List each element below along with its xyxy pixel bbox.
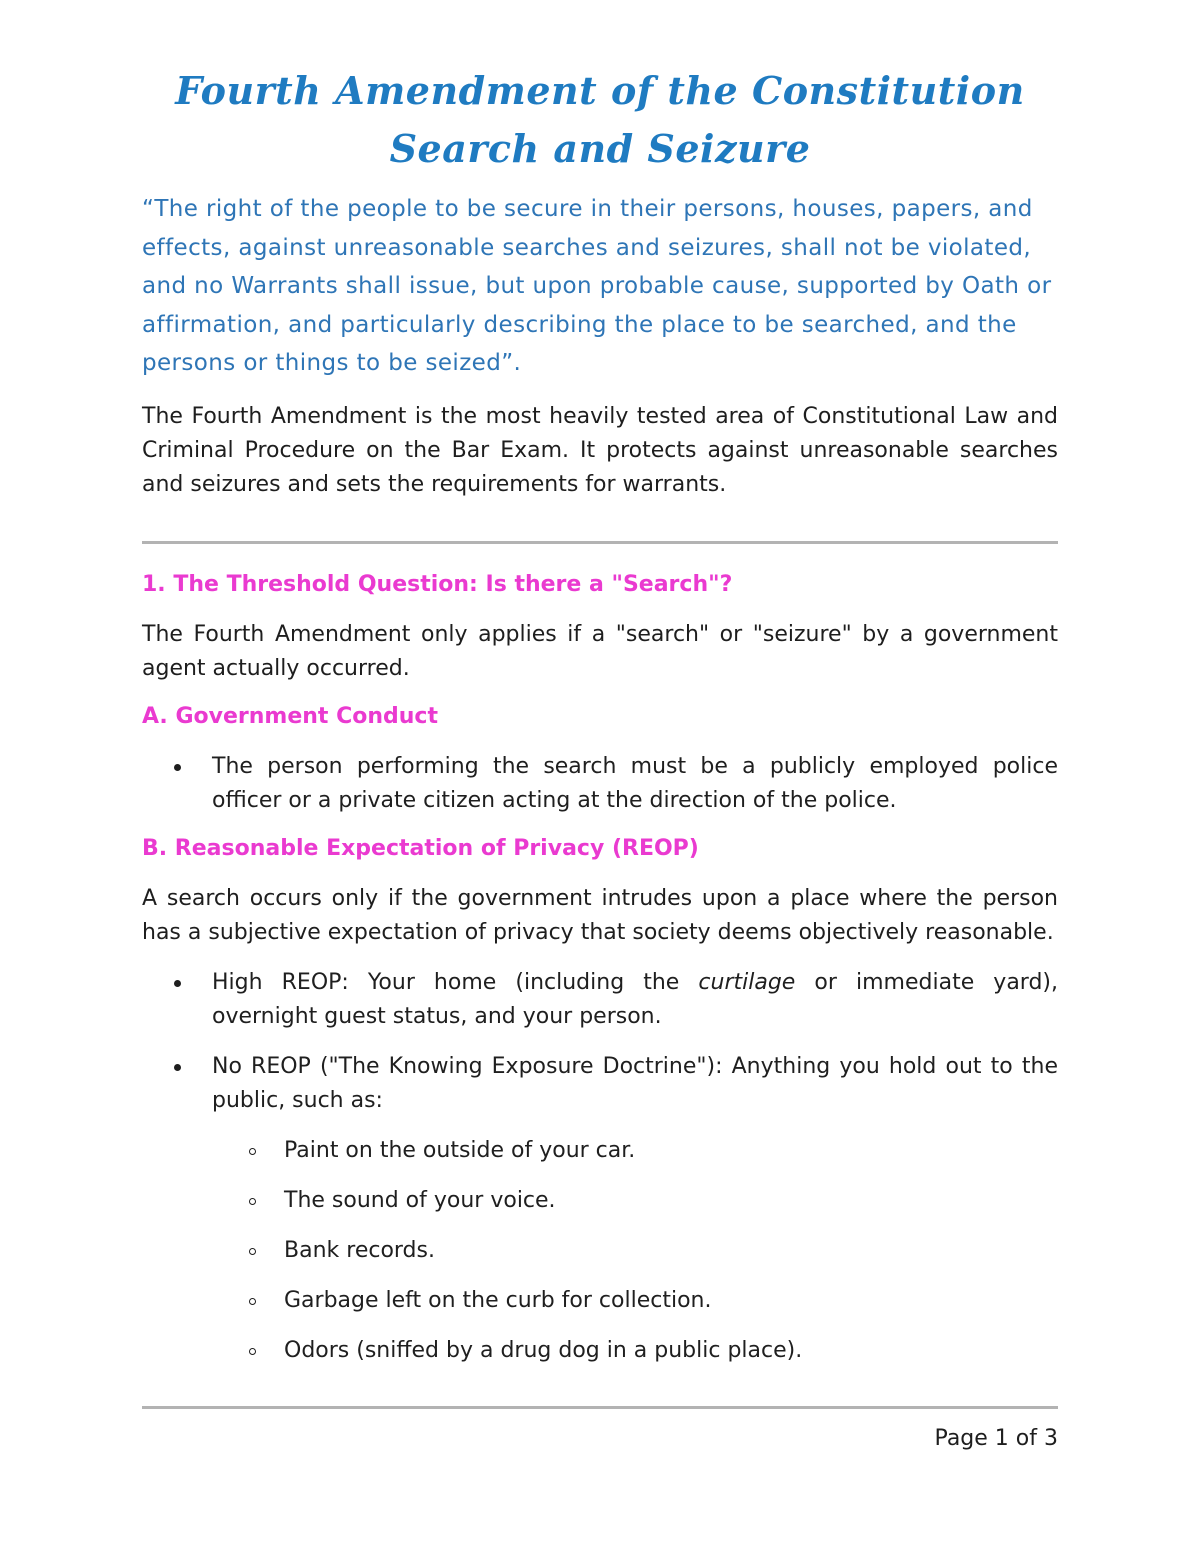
example-item bbox=[212, 1284, 1058, 1318]
example-text: Odors (sniffed by a drug dog in a public place). bbox=[284, 1337, 803, 1363]
circle-bullet-icon bbox=[249, 1298, 256, 1305]
circle-bullet-icon bbox=[249, 1148, 256, 1155]
divider-bottom bbox=[142, 1406, 1058, 1409]
example-text: Bank records. bbox=[284, 1237, 435, 1263]
example-text: The sound of your voice. bbox=[284, 1187, 556, 1213]
bullet-icon bbox=[174, 1064, 181, 1071]
title-line-2: Search and Seizure bbox=[389, 126, 811, 171]
example-text: Paint on the outside of your car. bbox=[284, 1137, 636, 1163]
section-1-body: The Fourth Amendment only applies if a "search" or "seizure" by a government agent actually occurred. bbox=[142, 621, 1058, 681]
page-number: Page 1 of 3 bbox=[934, 1426, 1058, 1451]
document-page bbox=[142, 62, 1058, 1409]
divider-top bbox=[142, 541, 1058, 544]
section-1-heading: 1. The Threshold Question: Is there a "Search"? bbox=[142, 571, 733, 597]
document-title bbox=[142, 62, 1058, 178]
high-reop-text-after: or immediate yard), overnight guest status, and your person. bbox=[212, 969, 1059, 1029]
intro-paragraph: The Fourth Amendment is the most heavily tested area of Constitutional Law and Criminal Procedure on the Bar Exam. It protects against unreasonable searches and seizures and sets the requirements for warrants. bbox=[142, 403, 1058, 497]
subsection-a-heading: A. Government Conduct bbox=[142, 703, 438, 729]
amendment-quote: “The right of the people to be secure in their persons, houses, papers, and effects, against unreasonable searches and seizures, shall not be violated, and no Warrants shall issue, but upon probable cause, supported by Oath or affirmation, and particularly describing the place to be searched, and the persons or things to be seized”. bbox=[142, 196, 1052, 376]
list-item-high-reop bbox=[142, 966, 1058, 1034]
list-item-text: The person performing the search must be a publicly employed police officer or a private citizen acting at the direction of the police. bbox=[212, 753, 1058, 813]
circle-bullet-icon bbox=[249, 1198, 256, 1205]
example-item bbox=[212, 1234, 1058, 1268]
title-line-1: Fourth Amendment of the Constitution bbox=[175, 68, 1025, 113]
subsection-a-list bbox=[142, 750, 1058, 818]
no-reop-text: No REOP ("The Knowing Exposure Doctrine"): Anything you hold out to the public, such as: bbox=[212, 1053, 1058, 1113]
subsection-b-list bbox=[142, 966, 1058, 1368]
example-item bbox=[212, 1184, 1058, 1218]
no-reop-examples bbox=[212, 1134, 1058, 1368]
high-reop-text-before: High REOP: Your home (including the bbox=[212, 969, 699, 995]
subsection-b-heading: B. Reasonable Expectation of Privacy (REOP) bbox=[142, 835, 699, 861]
circle-bullet-icon bbox=[249, 1248, 256, 1255]
curtilage-term: curtilage bbox=[698, 969, 796, 995]
list-item-no-reop bbox=[142, 1050, 1058, 1368]
bullet-icon bbox=[174, 980, 181, 987]
example-text: Garbage left on the curb for collection. bbox=[284, 1287, 712, 1313]
subsection-b-body: A search occurs only if the government intrudes upon a place where the person has a subjective expectation of privacy that society deems objectively reasonable. bbox=[142, 885, 1058, 945]
example-item bbox=[212, 1334, 1058, 1368]
circle-bullet-icon bbox=[249, 1348, 256, 1355]
list-item bbox=[142, 750, 1058, 818]
bullet-icon bbox=[174, 764, 181, 771]
example-item bbox=[212, 1134, 1058, 1168]
